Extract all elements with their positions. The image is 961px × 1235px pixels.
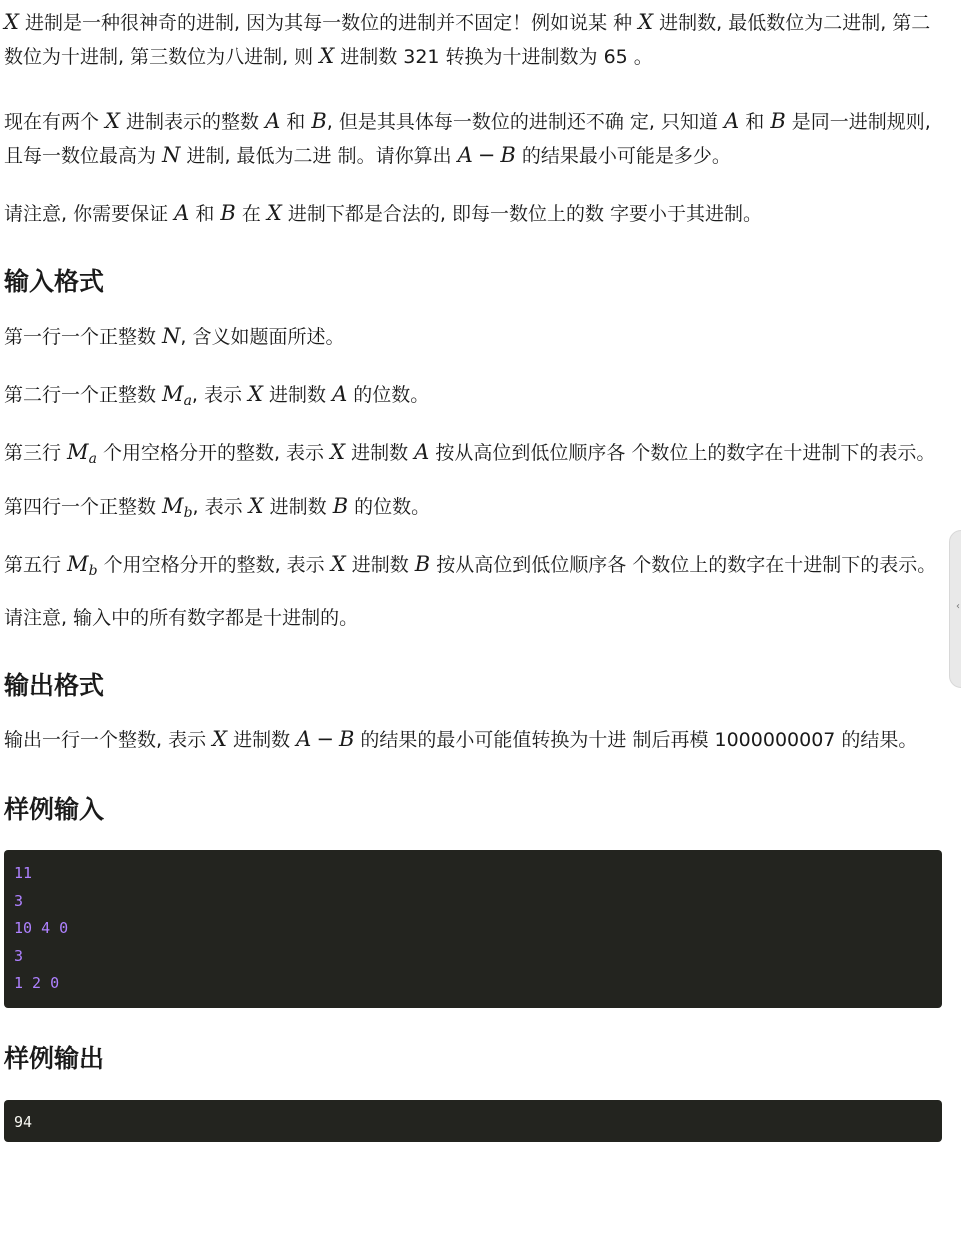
math-var: B — [414, 552, 431, 576]
math-var: X — [248, 382, 263, 406]
input-line-3 — [4, 436, 944, 470]
math-var-base: M — [67, 440, 89, 464]
text-span: 个用空格分开的整数, 表示 — [96, 442, 331, 464]
text-span: 的位数。 — [348, 496, 431, 518]
side-drawer-handle[interactable] — [949, 530, 961, 688]
text-span: 进制表示的整数 — [120, 111, 266, 133]
text-span: 第三行 — [4, 442, 68, 464]
text-span: 的结果的最小可能值转换为十进 制后再模 1000000007 的结果。 — [354, 729, 918, 751]
math-var — [67, 440, 97, 467]
math-var: N — [162, 324, 181, 348]
math-var: X — [330, 552, 346, 576]
description-paragraph-1 — [4, 6, 944, 74]
math-var: A — [724, 109, 740, 133]
math-var: A — [414, 440, 430, 464]
math-var: A — [457, 143, 473, 167]
math-var: X — [319, 44, 335, 68]
chevron-left-icon: ‹ — [956, 601, 960, 612]
text-span: 按从高位到低位顺序各 个数位上的数字在十进制下的表示。 — [430, 554, 937, 576]
math-var: B — [338, 727, 355, 751]
math-var: B — [332, 494, 349, 518]
math-var: B — [311, 109, 327, 133]
text-span: , 含义如题面所述。 — [180, 326, 345, 348]
math-var-base: M — [162, 494, 184, 518]
math-var: B — [500, 143, 516, 167]
math-var: A — [174, 201, 190, 225]
text-span: 输出一行一个整数, 表示 — [4, 729, 213, 751]
text-span: 的结果最小可能是多少。 — [515, 145, 731, 167]
math-operator: − — [316, 727, 334, 751]
math-subscript: b — [88, 563, 98, 579]
output-format-heading: 输出格式 — [4, 671, 105, 700]
text-span: 现在有两个 — [4, 111, 106, 133]
math-var: X — [248, 494, 264, 518]
text-span: 和 — [280, 111, 312, 133]
input-line-4 — [4, 490, 944, 524]
math-var: B — [220, 201, 236, 225]
input-line-6 — [4, 602, 944, 635]
text-span: 进制数 — [263, 496, 333, 518]
math-var — [67, 552, 98, 579]
text-span: 进制数 — [227, 729, 297, 751]
output-line-1 — [4, 723, 944, 757]
math-operator: − — [477, 143, 496, 167]
input-line-1 — [4, 320, 944, 354]
math-var-base: M — [67, 552, 89, 576]
text-span: 请注意, 你需要保证 — [4, 203, 175, 225]
text-span: 是同一进制规则, 且每一数位最高为 — [4, 111, 931, 167]
math-var: A — [296, 727, 312, 751]
text-span: 进制数 — [345, 442, 415, 464]
input-format-heading: 输入格式 — [4, 267, 105, 296]
math-var-base: M — [162, 382, 184, 406]
text-span: 个用空格分开的整数, 表示 — [97, 554, 331, 576]
math-var: N — [162, 143, 181, 167]
math-var — [162, 382, 192, 409]
code-line: 3 — [14, 891, 24, 910]
math-var: X — [638, 10, 654, 34]
code-line: 10 4 0 — [14, 919, 69, 937]
text-span: 和 — [189, 203, 221, 225]
text-span: 第一行一个正整数 — [4, 326, 163, 348]
math-var: A — [265, 109, 281, 133]
sample-output-heading: 样例输出 — [4, 1043, 105, 1073]
math-var: X — [105, 109, 120, 133]
text-span: 进制, 最低为二进 制。请你算出 — [180, 145, 458, 167]
code-line: 94 — [14, 1112, 33, 1131]
problem-content — [4, 6, 944, 1142]
text-span: 按从高位到低位顺序各 个数位上的数字在十进制下的表示。 — [429, 442, 936, 464]
text-span: 请注意, 输入中的所有数字都是十进制的。 — [4, 607, 359, 629]
description-paragraph-2 — [4, 105, 944, 173]
input-line-2 — [4, 378, 944, 412]
text-span: 的位数。 — [347, 384, 430, 406]
math-var: A — [332, 382, 348, 406]
text-span: , 表示 — [192, 496, 249, 518]
text-span: , 表示 — [191, 384, 249, 406]
text-span: 进制数 321 转换为十进制数为 65 。 — [334, 46, 653, 68]
text-span: 在 — [235, 203, 267, 225]
math-subscript: b — [183, 505, 193, 521]
sample-input-heading: 样例输入 — [4, 795, 105, 824]
description-paragraph-3 — [4, 197, 944, 231]
text-span: 和 — [739, 111, 771, 133]
math-var: X — [212, 727, 228, 751]
math-var: X — [266, 201, 282, 225]
math-var: X — [330, 440, 346, 464]
text-span: 进制是一种很神奇的进制, 因为其每一数位的进制并不固定！例如说某 种 — [18, 12, 639, 34]
math-var — [162, 494, 193, 521]
input-line-5 — [4, 548, 944, 582]
sample-input-code-block[interactable] — [4, 850, 942, 1008]
math-var: X — [4, 10, 19, 34]
math-var: B — [770, 109, 786, 133]
sample-output-code-block[interactable] — [4, 1100, 942, 1143]
code-line: 11 — [14, 864, 33, 882]
code-line: 1 2 0 — [14, 974, 60, 992]
math-subscript: a — [88, 451, 97, 467]
text-span: 进制下都是合法的, 即每一数位上的数 字要小于其进制。 — [281, 203, 763, 225]
text-span: 第五行 — [4, 554, 68, 576]
text-span: 进制数, 最低数位为二进制, 第二数位为十进制, 第三数位为八进制, 则 — [4, 12, 931, 68]
math-subscript: a — [183, 393, 192, 409]
text-span: , 但是其具体每一数位的进制还不确 定, 只知道 — [326, 111, 725, 133]
code-line: 3 — [14, 946, 24, 965]
text-span: 第二行一个正整数 — [4, 384, 163, 406]
text-span: 第四行一个正整数 — [4, 496, 163, 518]
text-span: 进制数 — [263, 384, 333, 406]
text-span: 进制数 — [345, 554, 415, 576]
